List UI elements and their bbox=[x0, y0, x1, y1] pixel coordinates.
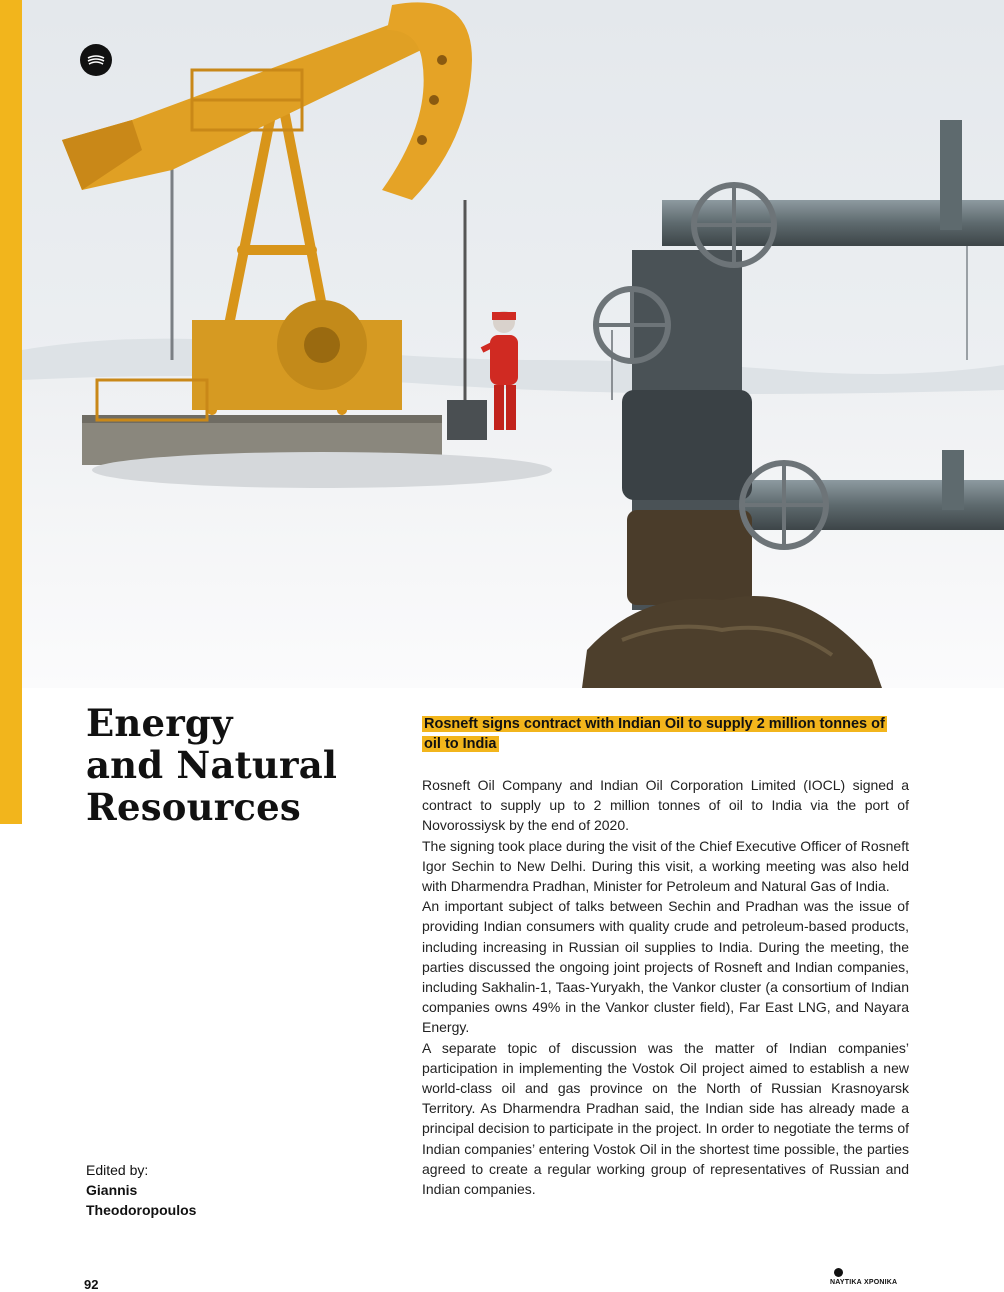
editor-name-first: Giannis bbox=[86, 1182, 138, 1198]
oilfield-photo bbox=[22, 0, 1004, 688]
article-body bbox=[422, 775, 909, 1199]
magazine-logo-badge-icon bbox=[80, 44, 112, 76]
editor-label: Edited by: bbox=[86, 1162, 149, 1178]
magazine-logo-dot-icon bbox=[834, 1268, 843, 1277]
article-paragraph: An important subject of talks between Sechin and Pradhan was the issue of providing Indian consumers with quality crude and petroleum-based products, including increasing in Russian oil supplies to India. During the meeting, the parties discussed the ongoing joint projects of Rosneft and Indian companies, including Sakhalin-1, Taas-Yuryakh, the Vankor cluster (a consortium of Indian companies owns 49% in the Vankor cluster field), Far East LNG, and Nayara Energy. bbox=[422, 898, 909, 1036]
article-headline bbox=[422, 714, 892, 754]
article-paragraph: Rosneft Oil Company and Indian Oil Corporation Limited (IOCL) signed a contract to supply up to 2 million tonnes of oil to India via the port of Novorossiysk by the end of 2020. bbox=[422, 777, 909, 834]
article-paragraph: A separate topic of discussion was the matter of Indian companies’ participation in implementing the Vostok Oil project aimed to establish a new world-class oil and gas province on the North of Russian Krasnoyarsk Territory. As Dharmendra Pradhan said, the Indian side has already made a principal decision to participate in the project. In order to negotiate the terms of Indian companies’ entering Vostok Oil in the shortest time possible, the parties agreed to create a regular working group of representatives of Russian and Indian companies. bbox=[422, 1039, 909, 1198]
section-title-line: and Natural bbox=[86, 743, 338, 787]
article-paragraph: The signing took place during the visit of the Chief Executive Officer of Rosneft Igor Sechin to New Delhi. During this visit, a working meeting was also held with Dharmendra Pradhan, Minister for Petroleum and Natural Gas of India. bbox=[422, 837, 909, 895]
section-title bbox=[86, 702, 386, 828]
magazine-footer-logo bbox=[830, 1268, 910, 1288]
section-title-line: Resources bbox=[86, 785, 301, 829]
article-headline-text: Rosneft signs contract with Indian Oil to supply 2 million tonnes of oil to India bbox=[424, 716, 885, 752]
magazine-name: ΝΑΥΤΙΚΑ ΧΡΟΝΙΚΑ bbox=[830, 1279, 898, 1286]
section-title-line: Energy bbox=[86, 701, 233, 745]
editor-name-last: Theodoropoulos bbox=[86, 1202, 197, 1218]
page-number: 92 bbox=[84, 1277, 99, 1292]
editor-credit bbox=[86, 1160, 286, 1220]
accent-side-bar bbox=[0, 0, 22, 824]
